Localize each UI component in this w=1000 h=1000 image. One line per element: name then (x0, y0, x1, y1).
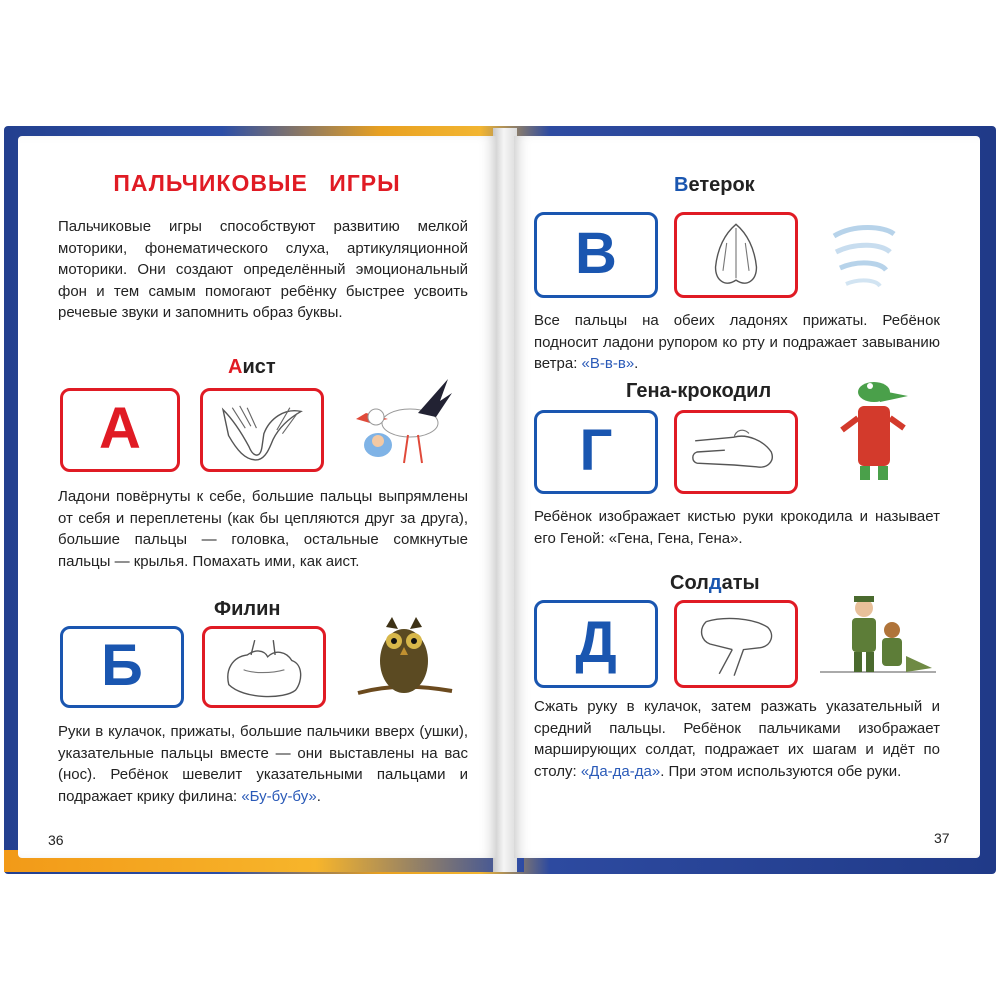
crocodile-icon (834, 374, 914, 486)
gena-paragraph: Ребёнок изображает кистью руки крокодила и называет его Геной: «Гена, Гена, Гена». (534, 508, 940, 547)
letter-card-g (534, 410, 658, 494)
right-page (514, 136, 980, 858)
letter-v: В (575, 221, 617, 287)
letter-card-b (60, 626, 184, 708)
heading-veterok-rest: етерок (688, 174, 755, 196)
letter-b: Б (101, 633, 143, 699)
wind-icon (824, 216, 904, 306)
letter-card-v (534, 212, 658, 298)
hands-horn-gesture-icon (677, 215, 795, 295)
gesture-card-veterok (674, 212, 798, 298)
gesture-card-gena (674, 410, 798, 494)
veterok-text-end: . (634, 355, 639, 373)
heading-soldaty-cap: д (708, 572, 722, 594)
stork-icon (348, 371, 458, 476)
heading-aist (228, 356, 276, 379)
hand-crocodile-gesture-icon (677, 413, 795, 491)
hands-stork-gesture-icon (203, 391, 321, 469)
wind-illustration (824, 216, 904, 306)
letter-card-a (60, 388, 180, 472)
filin-text: Руки в кулачок, прижаты, большие пальчики вверх (ушки), указательные пальцы вместе — они выставлены на вас (нос). Ребёнок шевелит указательными пальцами и подражает крику филина: (58, 723, 468, 805)
soldaty-quote: «Да-да-да» (580, 762, 661, 780)
owl-illustration (348, 601, 458, 711)
aist-paragraph: Ладони повёрнуты к себе, большие пальцы выпрямлены от себя и переплетены (как бы цепляются друг за друга), большие пальцы — головка, остальные сомкнутые пальцы — крылья. Помахать ими, как аист. (58, 488, 468, 570)
soldaty-text: Сжать руку в кулачок, затем разжать указательный и средний пальцы. Ребёнок пальчиками изображает марширующих солдат, подражает их шагам и идёт по столу: (534, 698, 940, 780)
page-title: ПАЛЬЧИКОВЫЕ ИГРЫ (113, 170, 401, 196)
heading-filin-rest: илин (231, 598, 281, 620)
heading-gena-cap: Г (626, 380, 637, 402)
heading-aist-rest: ист (242, 356, 276, 378)
letter-a: А (99, 396, 141, 462)
gesture-card-filin (202, 626, 326, 708)
gesture-card-aist (200, 388, 324, 472)
hand-walking-gesture-icon (677, 603, 795, 685)
letter-g: Г (579, 418, 613, 484)
filin-paragraph (58, 721, 468, 807)
owl-icon (348, 601, 458, 711)
stork-illustration (348, 371, 458, 476)
soldiers-illustration (820, 590, 936, 690)
heading-aist-cap: А (228, 356, 243, 378)
gena-illustration (834, 374, 914, 486)
left-page (18, 136, 496, 858)
letter-d: Д (575, 610, 617, 676)
filin-text-end: . (316, 787, 321, 805)
gesture-card-soldaty (674, 600, 798, 688)
veterok-paragraph (534, 310, 940, 375)
veterok-text: Все пальцы на обеих ладонях прижаты. Ребёнок подносит ладони рупором ко рту и подражает завыванию ветра: (534, 312, 940, 373)
heading-gena-rest: ена-крокодил (636, 380, 772, 402)
heading-veterok-cap: В (674, 174, 689, 196)
letter-card-d (534, 600, 658, 688)
heading-gena (626, 380, 771, 403)
soldaty-text-end: . При этом используются обе руки. (660, 762, 902, 780)
intro-paragraph: Пальчиковые игры способствуют развитию мелкой моторики, фонематического слуха, артикуляционной моторики. Они создают определённый эмоциональный фон и тем самым помогают ребёнку быстрее усвоить речевые звуки и запомнить образ буквы. (58, 218, 468, 322)
heading-soldaty-rest: аты (721, 572, 760, 594)
veterok-quote: «В-в-в» (581, 355, 635, 373)
heading-veterok (674, 174, 755, 197)
soldaty-paragraph (534, 696, 940, 782)
soldiers-icon (820, 590, 936, 690)
heading-filin (214, 598, 280, 621)
hands-owl-gesture-icon (205, 629, 323, 705)
heading-soldaty-pre: Сол (670, 572, 709, 594)
page-number-left: 36 (48, 832, 64, 848)
filin-quote: «Бу-бу-бу» (241, 787, 317, 805)
page-number-right: 37 (934, 830, 950, 846)
heading-filin-cap: Ф (214, 598, 232, 620)
heading-soldaty (670, 572, 760, 595)
